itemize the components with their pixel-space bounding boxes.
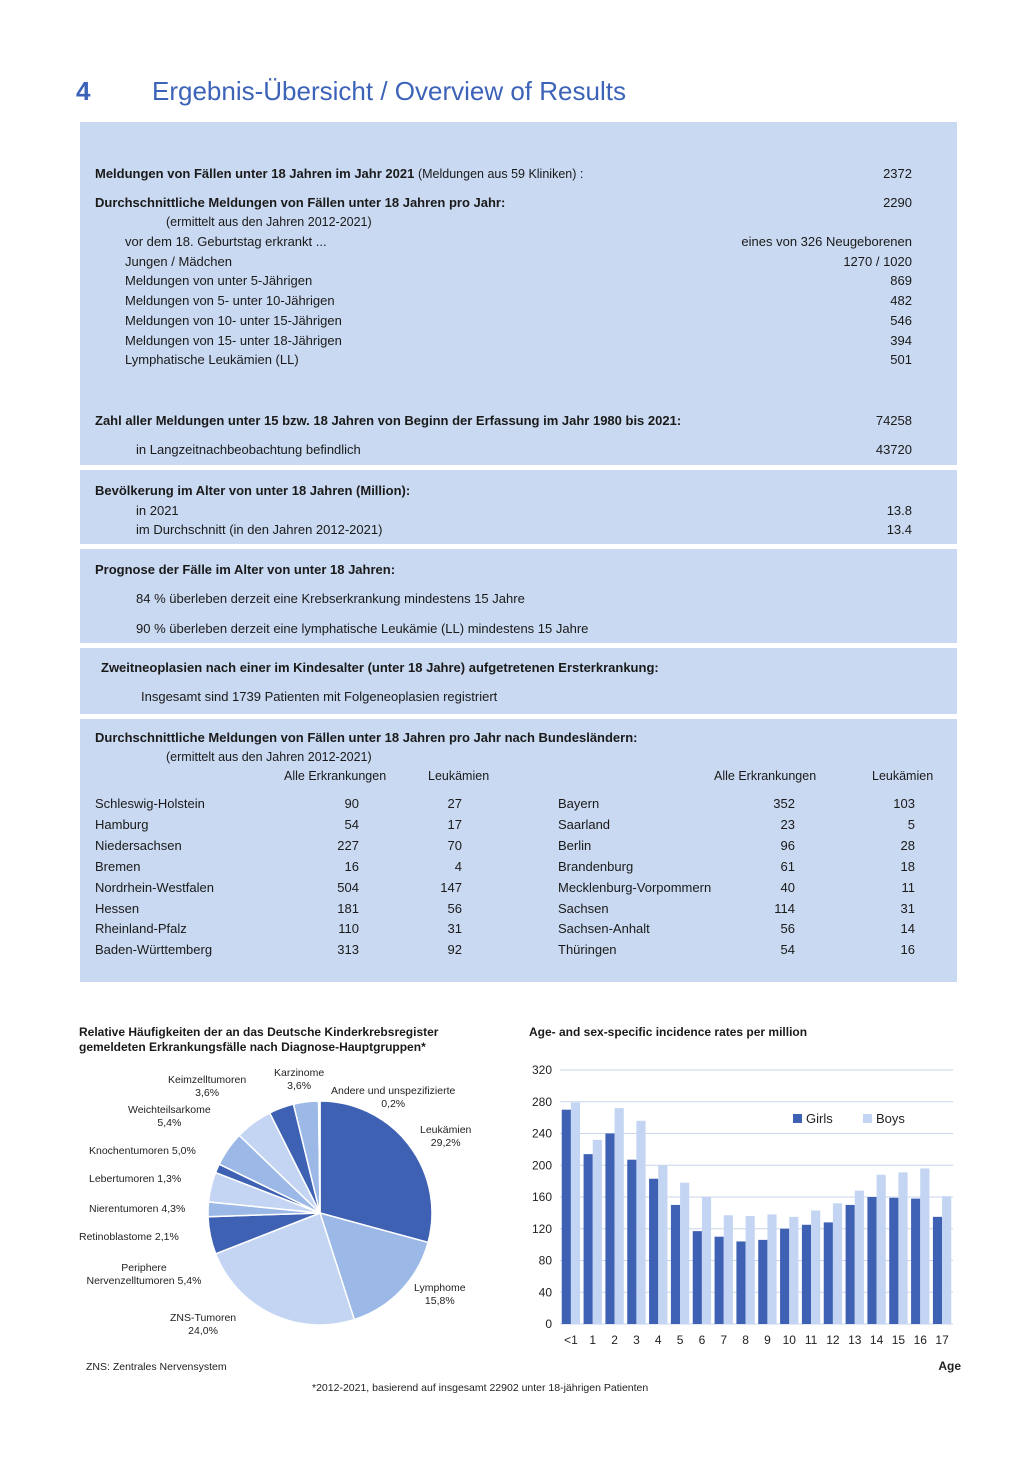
bar-boys: [920, 1168, 929, 1324]
state-name: Rheinland-Pfalz: [95, 921, 187, 937]
bar-girls: [846, 1205, 855, 1324]
pie-label-knochentumoren: Knochentumoren 5,0%: [89, 1145, 196, 1157]
col-all-left: Alle Erkrankungen: [284, 769, 387, 783]
population-title: Bevölkerung im Alter von unter 18 Jahren (Million):: [95, 483, 411, 498]
section-number: 4: [76, 76, 91, 106]
population-box: [80, 470, 957, 544]
x-tick-label: <1: [564, 1333, 578, 1347]
avg-cases-label: Durchschnittliche Meldungen von Fällen unter 18 Jahren pro Jahr:: [95, 195, 506, 210]
avg-item-label: Meldungen von 10- unter 15-Jährigen: [125, 312, 342, 328]
summary-box: [80, 122, 957, 465]
prognosis-line-1: 84 % überleben derzeit eine Krebserkrankung mindestens 15 Jahre: [136, 591, 525, 606]
state-leuk: 31: [447, 921, 462, 937]
prognosis-line-2: 90 % überleben derzeit eine lymphatische Leukämie (LL) mindestens 15 Jahre: [136, 621, 589, 636]
legend-label-boys: Boys: [876, 1111, 905, 1126]
state-leuk: 70: [447, 837, 462, 853]
state-all: 352: [773, 796, 795, 811]
bar-boys: [593, 1140, 602, 1324]
state-leuk: 5: [907, 816, 915, 832]
bar-boys: [898, 1172, 907, 1324]
bar-boys: [811, 1210, 820, 1324]
state-all: 227: [337, 837, 359, 853]
x-tick-label: 13: [848, 1333, 862, 1347]
footnote-source: *2012-2021, basierend auf insgesamt 22902 unter 18-jährigen Patienten: [312, 1382, 649, 1394]
followup-value: 43720: [875, 442, 912, 457]
bar-girls: [605, 1134, 614, 1325]
followup-label: in Langzeitnachbeobachtung befindlich: [136, 442, 361, 457]
state-leuk: 147: [440, 879, 462, 895]
state-all: 181: [337, 900, 359, 916]
y-tick-label: 80: [538, 1253, 552, 1268]
bar-boys: [658, 1165, 667, 1324]
population-2021-label: in 2021: [136, 503, 179, 518]
state-all: 23: [780, 816, 795, 832]
x-tick-label: 2: [611, 1333, 618, 1347]
state-leuk: 17: [447, 816, 462, 832]
x-tick-label: 8: [742, 1333, 749, 1347]
bar-girls: [933, 1217, 942, 1324]
x-tick-label: 12: [826, 1333, 840, 1347]
bar-girls: [584, 1154, 593, 1324]
population-2021-value: 13.8: [886, 503, 912, 518]
state-name: Thüringen: [558, 942, 617, 958]
total-cases-label: Zahl aller Meldungen unter 15 bzw. 18 Jahren von Beginn der Erfassung im Jahr 1980 bis 2021:: [95, 413, 682, 428]
x-tick-label: 17: [935, 1333, 949, 1347]
pie-title: [79, 1025, 438, 1055]
avg-item-value: 1270 / 1020: [843, 253, 912, 269]
avg-cases-sub: (ermittelt aus den Jahren 2012-2021): [166, 215, 372, 229]
bar-girls: [736, 1241, 745, 1324]
bar-boys: [789, 1217, 798, 1324]
state-name: Sachsen: [558, 900, 609, 916]
footnote-zns: ZNS: Zentrales Nervensystem: [86, 1361, 227, 1373]
state-name: Baden-Württemberg: [95, 942, 213, 958]
cases-2021-note: (Meldungen aus 59 Kliniken) :: [417, 167, 584, 181]
bar-title: Age- and sex-specific incidence rates per million: [529, 1025, 808, 1039]
pie-title-line-1: Relative Häufigkeiten der an das Deutsche Kinderkrebsregister: [79, 1025, 439, 1039]
state-leuk: 18: [900, 858, 915, 874]
state-name: Sachsen-Anhalt: [558, 921, 650, 937]
bar-girls: [715, 1237, 724, 1324]
avg-item-value: 482: [890, 293, 912, 309]
population-avg-value: 13.4: [886, 522, 912, 537]
pie-label-weichteilsarkome: Weichteilsarkome 5,4%: [128, 1104, 211, 1129]
page-title: Ergebnis-Übersicht / Overview of Results: [152, 76, 626, 106]
bar-girls: [649, 1179, 658, 1324]
state-all: 61: [780, 858, 795, 874]
x-tick-label: 1: [589, 1333, 597, 1347]
legend-label-girls: Girls: [806, 1111, 833, 1126]
avg-item-label: vor dem 18. Geburtstag erkrankt ...: [125, 234, 327, 249]
total-cases-value: 74258: [875, 413, 912, 428]
state-all: 504: [337, 879, 359, 895]
bar-boys: [833, 1203, 842, 1324]
legend-swatch-girls: [793, 1114, 802, 1123]
y-tick-label: 200: [531, 1158, 552, 1173]
cases-2021-label: Meldungen von Fällen unter 18 Jahren im Jahr 2021: [95, 166, 415, 181]
pie-label-zns: ZNS-Tumoren 24,0%: [170, 1312, 237, 1337]
cases-2021-value: 2372: [883, 166, 912, 181]
avg-item-value: 546: [890, 312, 912, 328]
pie-chart: [205, 1098, 435, 1328]
y-tick-label: 40: [538, 1285, 552, 1300]
states-title: Durchschnittliche Meldungen von Fällen unter 18 Jahren pro Jahr nach Bundesländern:: [95, 730, 638, 745]
population-avg-label: im Durchschnitt (in den Jahren 2012-2021): [136, 522, 383, 537]
x-tick-label: 10: [782, 1333, 796, 1347]
pie-label-nierentumoren: Nierentumoren 4,3%: [89, 1203, 186, 1215]
prognosis-box: [80, 549, 957, 643]
pie-title-line-2: gemeldeten Erkrankungsfälle nach Diagnose-Hauptgruppen*: [79, 1040, 426, 1054]
bar-boys: [942, 1196, 951, 1324]
state-name: Niedersachsen: [95, 837, 182, 853]
pie-label-andere: Andere und unspezifizierte 0,2%: [331, 1085, 456, 1110]
avg-item-value: 501: [890, 352, 912, 368]
state-all: 96: [780, 837, 795, 853]
state-name: Bayern: [558, 796, 600, 811]
x-tick-label: 6: [698, 1333, 706, 1347]
col-leuk-right: Leukämien: [872, 769, 934, 783]
avg-item-label: Meldungen von 15- unter 18-Jährigen: [125, 332, 342, 348]
x-tick-label: 9: [764, 1333, 771, 1347]
avg-item-value: 869: [890, 273, 912, 289]
state-all: 114: [774, 900, 795, 916]
state-leuk: 103: [893, 796, 915, 811]
avg-item-label: Lymphatische Leukämien (LL): [125, 352, 299, 368]
bar-boys: [571, 1103, 580, 1324]
state-leuk: 27: [447, 796, 462, 811]
bar-girls: [889, 1198, 898, 1324]
state-name: Hessen: [95, 900, 140, 916]
bar-girls: [911, 1199, 920, 1324]
bar-girls: [758, 1240, 767, 1324]
y-tick-label: 120: [531, 1221, 552, 1236]
bar-girls: [562, 1110, 571, 1324]
second-neoplasm-box: [80, 648, 957, 714]
x-tick-label: 4: [654, 1333, 662, 1347]
x-axis-label: Age: [938, 1359, 961, 1373]
bar-girls: [693, 1231, 702, 1324]
avg-item-value: 394: [890, 332, 912, 348]
pie-label-keimzelltumoren: Keimzelltumoren 3,6%: [168, 1074, 247, 1099]
state-name: Mecklenburg-Vorpommern: [558, 879, 712, 895]
state-name: Berlin: [558, 837, 592, 853]
avg-item-value: eines von 326 Neugeborenen: [741, 234, 912, 249]
pie-label-leukaemien: Leukämien 29,2%: [420, 1124, 472, 1149]
state-leuk: 11: [901, 879, 915, 895]
col-all-right: Alle Erkrankungen: [714, 769, 817, 783]
prognosis-title: Prognose der Fälle im Alter von unter 18 Jahren:: [95, 562, 396, 577]
bar-boys: [615, 1108, 624, 1324]
y-tick-label: 320: [531, 1063, 552, 1077]
x-tick-label: 16: [913, 1333, 927, 1347]
y-tick-label: 0: [545, 1317, 552, 1331]
second-neoplasm-title: Zweitneoplasien nach einer im Kindesalter (unter 18 Jahre) aufgetretenen Ersterkrankung:: [101, 660, 659, 675]
pie-label-lymphome: Lymphome 15,8%: [414, 1282, 466, 1307]
states-box: [80, 719, 957, 982]
legend-swatch-boys: [863, 1114, 872, 1123]
state-leuk: 56: [447, 900, 462, 916]
state-name: Saarland: [558, 816, 611, 832]
pie-label-periphere: Periphere Nervenzelltumoren 5,4%: [86, 1262, 202, 1287]
x-tick-label: 11: [804, 1333, 818, 1347]
col-leuk-left: Leukämien: [428, 769, 490, 783]
avg-item-label: Meldungen von 5- unter 10-Jährigen: [125, 293, 335, 309]
second-neoplasm-line: Insgesamt sind 1739 Patienten mit Folgeneoplasien registriert: [141, 689, 498, 704]
bar-boys: [724, 1215, 733, 1324]
state-leuk: 16: [900, 942, 915, 958]
state-all: 16: [344, 858, 359, 874]
state-leuk: 92: [447, 942, 462, 958]
bar-girls: [867, 1197, 876, 1324]
state-all: 110: [338, 921, 359, 937]
x-tick-label: 7: [720, 1333, 728, 1347]
bar-boys: [702, 1197, 711, 1324]
y-tick-label: 280: [531, 1094, 552, 1109]
bar-boys: [636, 1121, 645, 1324]
state-name: Schleswig-Holstein: [95, 796, 205, 811]
bar-girls: [780, 1229, 789, 1324]
bar-girls: [671, 1205, 680, 1324]
state-all: 54: [344, 816, 359, 832]
pie-label-karzinome: Karzinome 3,6%: [274, 1067, 325, 1092]
bar-boys: [746, 1216, 755, 1324]
x-tick-label: 14: [869, 1333, 884, 1347]
y-tick-label: 160: [531, 1190, 552, 1204]
x-tick-label: 5: [676, 1333, 684, 1347]
pie-label-lebertumoren: Lebertumoren 1,3%: [89, 1173, 182, 1185]
bar-boys: [767, 1214, 776, 1324]
bar-chart: [515, 1058, 965, 1378]
state-all: 56: [780, 921, 795, 937]
state-leuk: 14: [900, 921, 915, 937]
state-leuk: 31: [900, 900, 915, 916]
avg-item-label: Jungen / Mädchen: [125, 253, 232, 269]
y-tick-label: 240: [531, 1126, 552, 1141]
avg-item-label: Meldungen von unter 5-Jährigen: [125, 273, 313, 289]
cases-2021-line: [95, 166, 583, 181]
avg-cases-value: 2290: [883, 195, 912, 210]
state-leuk: 28: [900, 837, 915, 853]
bar-girls: [802, 1225, 811, 1324]
pie-label-retinoblastome: Retinoblastome 2,1%: [79, 1231, 179, 1243]
state-name: Hamburg: [95, 816, 149, 832]
bar-boys: [680, 1183, 689, 1324]
state-name: Brandenburg: [558, 858, 634, 874]
bar-boys: [877, 1175, 886, 1324]
x-tick-label: 3: [633, 1333, 640, 1347]
state-all: 90: [344, 796, 359, 811]
x-tick-label: 15: [891, 1333, 906, 1347]
states-sub: (ermittelt aus den Jahren 2012-2021): [166, 750, 372, 764]
bar-girls: [824, 1222, 833, 1324]
bar-boys: [855, 1191, 864, 1324]
state-name: Bremen: [95, 858, 141, 874]
state-all: 40: [780, 879, 795, 895]
state-name: Nordrhein-Westfalen: [95, 879, 214, 895]
state-all: 313: [337, 942, 359, 958]
bar-girls: [627, 1160, 636, 1324]
state-all: 54: [780, 942, 795, 958]
state-leuk: 4: [454, 858, 462, 874]
